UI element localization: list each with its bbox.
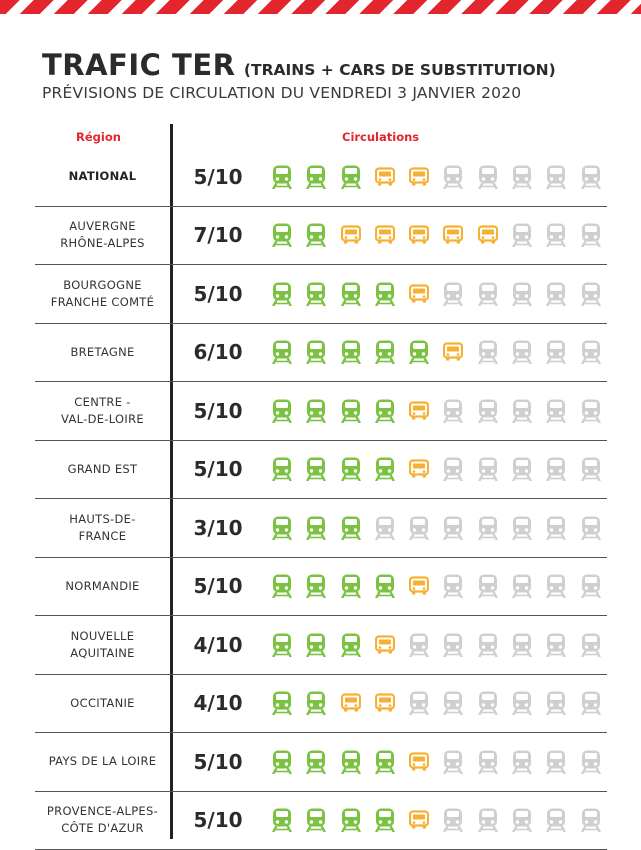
train-off-icon [581,573,615,599]
train-icon [272,398,306,424]
circulation-icons [272,792,615,850]
train-icon [306,749,340,775]
train-off-icon [581,398,615,424]
bus-icon [409,281,443,307]
train-off-icon [581,339,615,365]
train-off-icon [478,339,512,365]
train-off-icon [478,456,512,482]
train-icon [272,222,306,248]
train-off-icon [443,632,477,658]
bus-icon [409,222,443,248]
region-name [35,558,170,616]
table-row [35,148,607,207]
table-row [35,733,607,792]
train-off-icon [478,281,512,307]
train-off-icon [546,749,580,775]
circulation-score: 5/10 [185,382,251,440]
region-name-line: AUVERGNE [60,218,145,235]
train-icon [272,807,306,833]
region-name-line: NORMANDIE [65,578,139,595]
train-icon [272,164,306,190]
train-off-icon [546,632,580,658]
region-name [35,382,170,440]
table-row [35,207,607,266]
region-name [35,616,170,674]
train-off-icon [478,573,512,599]
circulation-score: 4/10 [185,675,251,733]
table-row [35,558,607,617]
train-off-icon [409,690,443,716]
train-icon [341,164,375,190]
train-off-icon [478,398,512,424]
train-off-icon [512,749,546,775]
train-off-icon [512,164,546,190]
train-off-icon [512,398,546,424]
train-off-icon [546,398,580,424]
train-off-icon [512,573,546,599]
train-off-icon [581,632,615,658]
train-icon [341,398,375,424]
region-name-line: RHÔNE-ALPES [60,235,145,252]
train-off-icon [546,690,580,716]
train-off-icon [581,222,615,248]
bus-icon [409,398,443,424]
train-off-icon [581,515,615,541]
circulation-score: 5/10 [185,265,251,323]
circulation-icons [272,616,615,674]
train-icon [341,573,375,599]
bus-icon [409,807,443,833]
region-name-line: VAL-DE-LOIRE [61,411,144,428]
train-off-icon [443,456,477,482]
train-off-icon [546,456,580,482]
title-main: TRAFIC TER [42,48,235,82]
train-icon [375,573,409,599]
train-off-icon [546,164,580,190]
train-off-icon [581,749,615,775]
table-row [35,265,607,324]
page-title [42,48,556,82]
circulation-score: 7/10 [185,207,251,265]
train-off-icon [581,807,615,833]
train-icon [272,456,306,482]
bus-icon [375,690,409,716]
train-icon [272,632,306,658]
region-name-line: CENTRE - [61,394,144,411]
train-off-icon [478,807,512,833]
train-off-icon [512,456,546,482]
train-icon [341,339,375,365]
train-off-icon [409,515,443,541]
bus-icon [478,222,512,248]
train-off-icon [512,281,546,307]
train-icon [306,222,340,248]
train-icon [341,632,375,658]
circulation-score: 5/10 [185,148,251,206]
region-name-line: PROVENCE-ALPES- [47,803,158,820]
train-off-icon [546,339,580,365]
table-row [35,792,607,850]
circulation-icons [272,499,615,557]
bus-icon [443,222,477,248]
region-name [35,733,170,791]
region-name-line: BRETAGNE [70,344,134,361]
region-name [35,324,170,382]
region-name-line: GRAND EST [68,461,138,478]
train-off-icon [478,749,512,775]
train-icon [306,690,340,716]
circulation-score: 5/10 [185,792,251,850]
circulation-icons [272,265,615,323]
train-off-icon [581,164,615,190]
circulation-score: 5/10 [185,733,251,791]
region-column-header: Région [76,130,121,144]
bus-icon [409,456,443,482]
train-off-icon [546,807,580,833]
train-off-icon [443,573,477,599]
region-name [35,792,170,850]
region-name-line: FRANCHE COMTÉ [51,294,154,311]
region-name [35,441,170,499]
region-name [35,675,170,733]
circulation-score: 6/10 [185,324,251,382]
region-name-line: AQUITAINE [70,645,134,662]
title-sub: (TRAINS + CARS DE SUBSTITUTION) [244,61,556,79]
train-icon [272,515,306,541]
region-name [35,207,170,265]
train-off-icon [443,398,477,424]
train-off-icon [478,632,512,658]
table-row [35,441,607,500]
train-off-icon [512,690,546,716]
train-icon [306,339,340,365]
train-icon [341,281,375,307]
table-row [35,616,607,675]
train-icon [306,632,340,658]
train-off-icon [546,573,580,599]
train-icon [341,456,375,482]
circulations-column-header: Circulations [342,130,419,144]
bus-icon [409,573,443,599]
region-name-line: OCCITANIE [70,695,134,712]
circulation-icons [272,441,615,499]
circulation-score: 5/10 [185,441,251,499]
train-icon [306,515,340,541]
train-off-icon [443,749,477,775]
region-name-line: HAUTS-DE- [69,511,135,528]
train-icon [272,749,306,775]
train-icon [272,690,306,716]
train-icon [272,573,306,599]
train-off-icon [409,632,443,658]
circulation-score: 5/10 [185,558,251,616]
train-icon [375,281,409,307]
train-off-icon [443,164,477,190]
bus-icon [341,222,375,248]
region-name [35,148,170,206]
train-off-icon [581,281,615,307]
bus-icon [409,164,443,190]
bus-icon [443,339,477,365]
train-icon [306,281,340,307]
circulation-icons [272,558,615,616]
bus-icon [375,222,409,248]
region-name-line: FRANCE [69,528,135,545]
train-off-icon [512,807,546,833]
bus-icon [375,164,409,190]
train-icon [306,807,340,833]
train-off-icon [512,515,546,541]
train-icon [306,164,340,190]
page-subtitle: PRÉVISIONS DE CIRCULATION DU VENDREDI 3 JANVIER 2020 [42,84,521,102]
circulation-icons [272,324,615,382]
region-name-line: NATIONAL [69,168,137,185]
train-icon [375,398,409,424]
table-row [35,324,607,383]
region-name [35,499,170,557]
train-off-icon [443,281,477,307]
train-off-icon [375,515,409,541]
train-icon [306,456,340,482]
train-icon [272,339,306,365]
train-icon [375,807,409,833]
train-icon [341,749,375,775]
train-icon [375,749,409,775]
train-icon [306,573,340,599]
train-off-icon [512,222,546,248]
bus-icon [375,632,409,658]
train-off-icon [546,222,580,248]
table-row [35,382,607,441]
train-off-icon [443,690,477,716]
train-icon [375,339,409,365]
train-off-icon [478,164,512,190]
bus-icon [341,690,375,716]
top-stripe-banner [0,0,641,14]
train-off-icon [546,515,580,541]
region-name [35,265,170,323]
train-off-icon [443,515,477,541]
circulation-icons [272,382,615,440]
train-icon [375,456,409,482]
table-row [35,499,607,558]
train-icon [306,398,340,424]
train-icon [409,339,443,365]
circulation-icons [272,733,615,791]
train-off-icon [478,690,512,716]
table-row [35,675,607,734]
train-off-icon [478,515,512,541]
circulation-icons [272,207,615,265]
circulation-icons [272,675,615,733]
region-name-line: PAYS DE LA LOIRE [49,753,157,770]
region-name-line: CÔTE D'AZUR [47,820,158,837]
train-off-icon [581,690,615,716]
region-name-line: BOURGOGNE [51,277,154,294]
train-icon [272,281,306,307]
traffic-table [35,148,607,850]
train-icon [341,807,375,833]
train-off-icon [581,456,615,482]
train-off-icon [512,339,546,365]
train-icon [341,515,375,541]
region-name-line: NOUVELLE [70,628,134,645]
circulation-score: 4/10 [185,616,251,674]
circulation-icons [272,148,615,206]
circulation-score: 3/10 [185,499,251,557]
train-off-icon [546,281,580,307]
train-off-icon [512,632,546,658]
bus-icon [409,749,443,775]
train-off-icon [443,807,477,833]
